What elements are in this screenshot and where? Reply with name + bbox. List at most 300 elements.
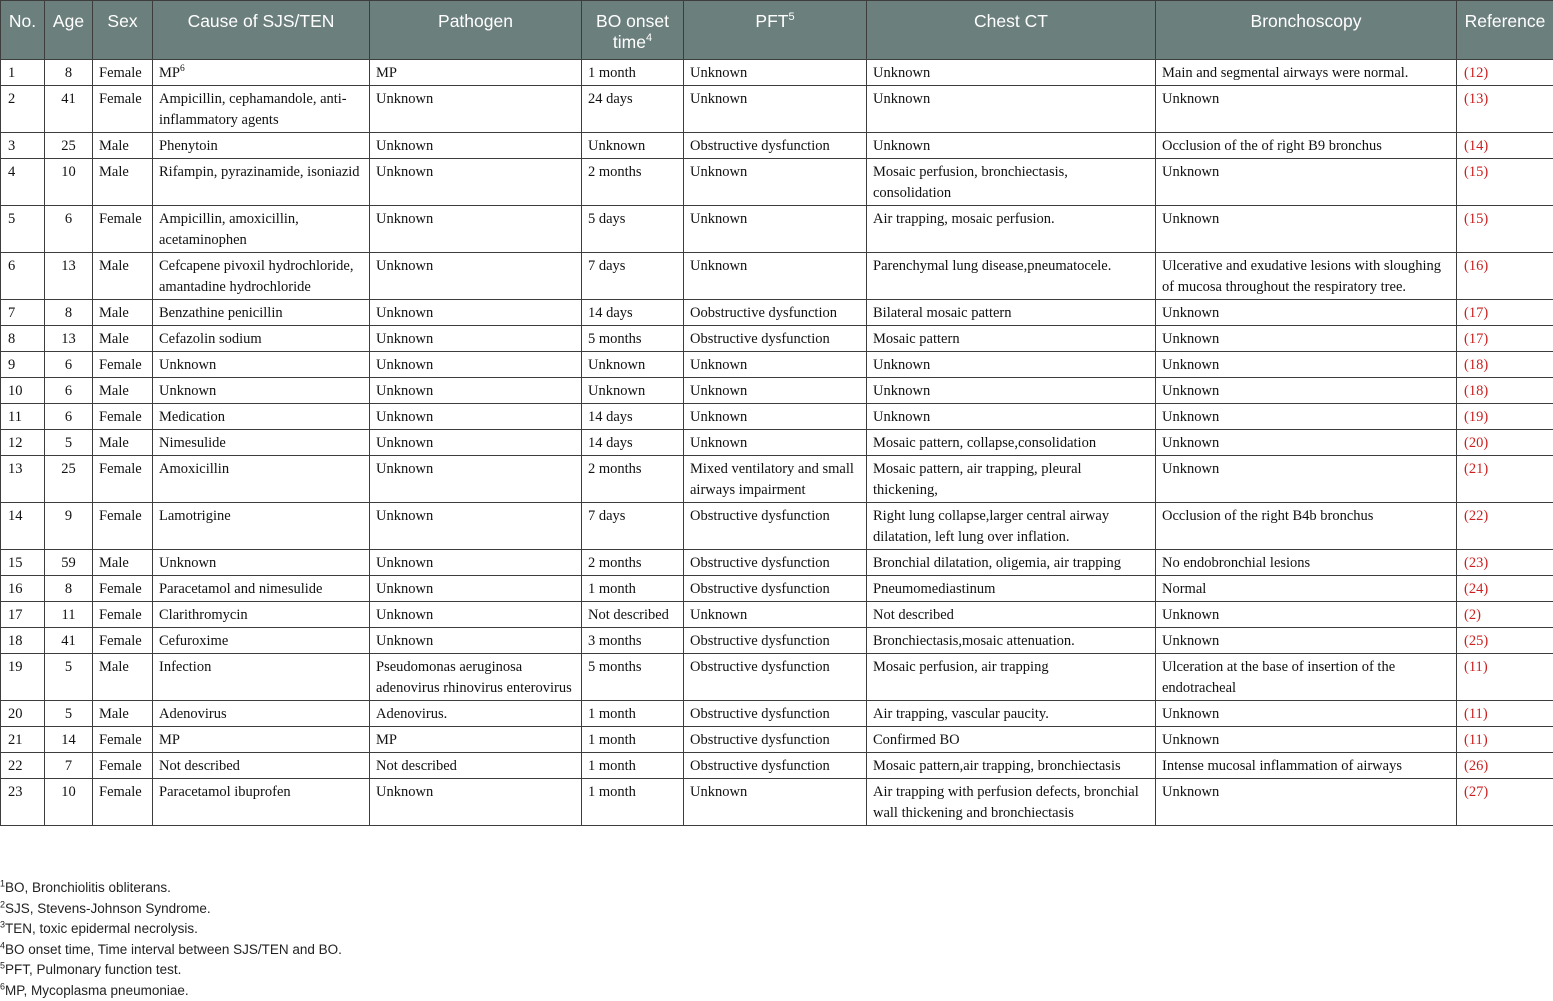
- cell-chest-ct: [867, 378, 1156, 404]
- reference-link[interactable]: 17: [1469, 331, 1484, 347]
- table-row: [1, 753, 1553, 779]
- cell-pft: [684, 404, 867, 430]
- cell-no-text: 11: [8, 409, 22, 425]
- reference-link[interactable]: 23: [1469, 555, 1484, 571]
- cell-pft-text: Unknown: [690, 91, 747, 107]
- cell-pathogen-text: MP: [376, 732, 397, 748]
- cell-onset-time-text: Unknown: [588, 383, 645, 399]
- cell-onset-time-text: 24 days: [588, 91, 633, 107]
- cell-sex: [93, 206, 153, 253]
- cell-pft: [684, 86, 867, 133]
- cell-bronchoscopy-text: Unknown: [1162, 357, 1219, 373]
- cell-pathogen-text: Unknown: [376, 138, 433, 154]
- cell-cause-text: Unknown: [159, 357, 216, 373]
- cell-bronchoscopy-text: Unknown: [1162, 409, 1219, 425]
- cell-pft: [684, 576, 867, 602]
- cell-onset-time: [582, 404, 684, 430]
- reference-link[interactable]: 11: [1469, 706, 1483, 722]
- cell-reference: (17): [1457, 300, 1553, 326]
- cell-pft-text: Unknown: [690, 164, 747, 180]
- cell-reference: (27): [1457, 779, 1553, 826]
- cell-pft: [684, 779, 867, 826]
- cell-pft: [684, 456, 867, 503]
- cell-chest-ct-text: Mosaic pattern, collapse,consolidation: [873, 435, 1096, 451]
- cell-pathogen-text: Unknown: [376, 435, 433, 451]
- cell-sex: [93, 159, 153, 206]
- cell-age: [45, 779, 93, 826]
- cell-sex-text: Female: [99, 357, 142, 373]
- cell-pft: [684, 753, 867, 779]
- cell-no-text: 23: [8, 784, 23, 800]
- cell-chest-ct: [867, 253, 1156, 300]
- cell-no-text: 1: [8, 65, 15, 81]
- cell-bronchoscopy: [1156, 701, 1457, 727]
- reference-link[interactable]: 14: [1469, 138, 1484, 154]
- reference-link[interactable]: 13: [1469, 91, 1484, 107]
- footnote-text: BO, Bronchiolitis obliterans.: [5, 880, 171, 895]
- cell-chest-ct: [867, 503, 1156, 550]
- header-cause: Cause of SJS/TEN: [153, 1, 370, 60]
- cell-pathogen: [370, 628, 582, 654]
- header-reference: Reference: [1457, 1, 1553, 60]
- cell-chest-ct: [867, 550, 1156, 576]
- cell-cause-text: Adenovirus: [159, 706, 227, 722]
- cell-chest-ct: [867, 326, 1156, 352]
- cell-pathogen: [370, 206, 582, 253]
- cell-reference: (15): [1457, 206, 1553, 253]
- cell-sex: [93, 503, 153, 550]
- cell-cause-text: Clarithromycin: [159, 607, 248, 623]
- cell-bronchoscopy-text: Unknown: [1162, 164, 1219, 180]
- cell-pft-text: Obstructive dysfunction: [690, 555, 830, 571]
- cell-age-text: 11: [62, 607, 76, 623]
- cell-sex-text: Female: [99, 633, 142, 649]
- cell-bronchoscopy: [1156, 576, 1457, 602]
- cell-cause-text: Lamotrigine: [159, 508, 231, 524]
- cell-age-text: 13: [61, 331, 76, 347]
- cell-no-text: 10: [8, 383, 23, 399]
- cell-age-text: 6: [65, 383, 72, 399]
- table-row: [1, 701, 1553, 727]
- cell-onset-time: [582, 133, 684, 159]
- cell-age-text: 10: [61, 164, 76, 180]
- cell-age: [45, 654, 93, 701]
- cell-onset-time: [582, 206, 684, 253]
- cell-sex-text: Female: [99, 508, 142, 524]
- footnote-number: 2: [0, 899, 5, 909]
- cell-no: [1, 628, 45, 654]
- cell-no-text: 5: [8, 211, 15, 227]
- cell-sex-text: Female: [99, 784, 142, 800]
- cell-onset-time: [582, 550, 684, 576]
- cell-pft-text: Mixed ventilatory and small airways impairment: [690, 461, 854, 498]
- cell-pft: [684, 654, 867, 701]
- cell-pathogen: [370, 654, 582, 701]
- cell-reference: (12): [1457, 60, 1553, 86]
- cell-no: [1, 576, 45, 602]
- cell-onset-time: [582, 779, 684, 826]
- cell-pft: [684, 727, 867, 753]
- cell-pathogen: [370, 602, 582, 628]
- footnote-text: TEN, toxic epidermal necrolysis.: [5, 921, 198, 936]
- table-row: [1, 352, 1553, 378]
- cell-no: [1, 206, 45, 253]
- cell-pathogen-text: Pseudomonas aeruginosa adenovirus rhinovirus enterovirus: [376, 659, 572, 696]
- cell-chest-ct: [867, 576, 1156, 602]
- cell-sex-text: Male: [99, 258, 129, 274]
- cell-onset-time-text: 14 days: [588, 409, 633, 425]
- cell-cause: [153, 456, 370, 503]
- cell-sex-text: Female: [99, 758, 142, 774]
- cell-pathogen-text: Unknown: [376, 607, 433, 623]
- table-row: [1, 326, 1553, 352]
- cell-bronchoscopy-text: Unknown: [1162, 461, 1219, 477]
- reference-link[interactable]: 15: [1469, 164, 1484, 180]
- cell-pft: [684, 503, 867, 550]
- table-row: [1, 779, 1553, 826]
- cell-no: [1, 404, 45, 430]
- cell-reference: (11): [1457, 727, 1553, 753]
- cell-no-text: 4: [8, 164, 15, 180]
- cell-pathogen: [370, 576, 582, 602]
- reference-link[interactable]: 11: [1469, 732, 1483, 748]
- cell-pft-text: Unknown: [690, 65, 747, 81]
- cell-no: [1, 430, 45, 456]
- cell-pft: [684, 300, 867, 326]
- cell-chest-ct: [867, 404, 1156, 430]
- cell-no-text: 19: [8, 659, 23, 675]
- cell-sex-text: Female: [99, 581, 142, 597]
- cell-bronchoscopy-text: Unknown: [1162, 211, 1219, 227]
- cell-pathogen-text: Unknown: [376, 357, 433, 373]
- cell-no: [1, 727, 45, 753]
- cell-chest-ct: [867, 602, 1156, 628]
- cell-onset-time: [582, 456, 684, 503]
- cell-pathogen-text: Unknown: [376, 164, 433, 180]
- cell-cause: [153, 159, 370, 206]
- cell-onset-time: [582, 430, 684, 456]
- cell-chest-ct-text: Mosaic pattern,air trapping, bronchiectasis: [873, 758, 1121, 774]
- cell-pathogen-text: Unknown: [376, 331, 433, 347]
- cell-pathogen: [370, 550, 582, 576]
- cell-no-text: 13: [8, 461, 23, 477]
- reference-link[interactable]: 27: [1469, 784, 1484, 800]
- cell-cause: [153, 326, 370, 352]
- cell-no: [1, 86, 45, 133]
- cell-bronchoscopy: [1156, 550, 1457, 576]
- cell-bronchoscopy-text: Normal: [1162, 581, 1206, 597]
- cell-no: [1, 378, 45, 404]
- table-row: [1, 86, 1553, 133]
- cell-onset-time: [582, 300, 684, 326]
- cell-chest-ct-text: Air trapping, mosaic perfusion.: [873, 211, 1055, 227]
- cell-chest-ct-text: Air trapping with perfusion defects, bronchial wall thickening and bronchiectasis: [873, 784, 1139, 821]
- cell-age-text: 5: [65, 659, 72, 675]
- cell-pft-text: Oobstructive dysfunction: [690, 305, 837, 321]
- footnote-text: SJS, Stevens-Johnson Syndrome.: [5, 901, 211, 916]
- header-onset-label: BO onset time: [596, 11, 669, 52]
- cell-pathogen-text: Not described: [376, 758, 457, 774]
- cell-pathogen: [370, 456, 582, 503]
- reference-link[interactable]: 11: [1469, 659, 1483, 675]
- reference-link[interactable]: 19: [1469, 409, 1484, 425]
- cell-onset-time: [582, 576, 684, 602]
- cell-age-text: 7: [65, 758, 72, 774]
- cell-cause: [153, 654, 370, 701]
- cell-age-text: 25: [61, 461, 76, 477]
- header-bronchoscopy: Bronchoscopy: [1156, 1, 1457, 60]
- cell-cause-text: Not described: [159, 758, 240, 774]
- cell-sex: [93, 133, 153, 159]
- cell-pft-text: Unknown: [690, 607, 747, 623]
- reference-link[interactable]: 26: [1469, 758, 1484, 774]
- cell-onset-time: [582, 727, 684, 753]
- cell-cause-text: Cefuroxime: [159, 633, 228, 649]
- cell-cause: [153, 550, 370, 576]
- cell-reference: (20): [1457, 430, 1553, 456]
- table-row: [1, 159, 1553, 206]
- cell-onset-time-text: 7 days: [588, 258, 625, 274]
- cell-sex-text: Male: [99, 659, 129, 675]
- cell-pft-text: Obstructive dysfunction: [690, 633, 830, 649]
- cell-sex-text: Male: [99, 331, 129, 347]
- cell-bronchoscopy: [1156, 456, 1457, 503]
- table-row: [1, 550, 1553, 576]
- cell-bronchoscopy: [1156, 753, 1457, 779]
- cell-pft-text: Obstructive dysfunction: [690, 331, 830, 347]
- cell-sex-text: Male: [99, 164, 129, 180]
- cell-reference: (18): [1457, 378, 1553, 404]
- table-row: [1, 654, 1553, 701]
- cell-no-text: 15: [8, 555, 23, 571]
- header-sex: Sex: [93, 1, 153, 60]
- cell-pft: [684, 430, 867, 456]
- cell-onset-time-text: 1 month: [588, 65, 636, 81]
- cell-pft-text: Obstructive dysfunction: [690, 758, 830, 774]
- cell-sex-text: Female: [99, 91, 142, 107]
- cell-bronchoscopy-text: Ulceration at the base of insertion of the endotracheal: [1162, 659, 1395, 696]
- cell-age-text: 59: [61, 555, 76, 571]
- cell-cause-text: Paracetamol ibuprofen: [159, 784, 291, 800]
- cell-pft: [684, 326, 867, 352]
- reference-link[interactable]: 20: [1469, 435, 1484, 451]
- reference-link[interactable]: 17: [1469, 305, 1484, 321]
- cell-chest-ct-text: Right lung collapse,larger central airway dilatation, left lung over inflation.: [873, 508, 1109, 545]
- cell-no: [1, 133, 45, 159]
- cell-reference: (21): [1457, 456, 1553, 503]
- cell-onset-time: [582, 753, 684, 779]
- cell-sex-text: Female: [99, 211, 142, 227]
- cell-cause-text: Paracetamol and nimesulide: [159, 581, 322, 597]
- cell-bronchoscopy-text: Unknown: [1162, 383, 1219, 399]
- table-row: [1, 576, 1553, 602]
- cell-onset-time: [582, 159, 684, 206]
- cell-bronchoscopy: [1156, 430, 1457, 456]
- header-age: Age: [45, 1, 93, 60]
- cell-onset-time-text: 2 months: [588, 555, 642, 571]
- cell-chest-ct: [867, 779, 1156, 826]
- cell-bronchoscopy-text: Unknown: [1162, 706, 1219, 722]
- cell-cause: [153, 300, 370, 326]
- cell-age: [45, 576, 93, 602]
- cell-onset-time-text: 5 days: [588, 211, 625, 227]
- cell-age-text: 6: [65, 357, 72, 373]
- cell-cause-text: Ampicillin, amoxicillin, acetaminophen: [159, 211, 299, 248]
- cell-bronchoscopy: [1156, 60, 1457, 86]
- reference-link[interactable]: 24: [1469, 581, 1484, 597]
- reference-link[interactable]: 21: [1469, 461, 1484, 477]
- cell-no-text: 6: [8, 258, 15, 274]
- cell-no: [1, 602, 45, 628]
- cell-age-text: 8: [65, 305, 72, 321]
- cell-pft: [684, 206, 867, 253]
- cell-bronchoscopy-text: Unknown: [1162, 305, 1219, 321]
- cell-cause: [153, 86, 370, 133]
- table-row: [1, 628, 1553, 654]
- cell-pathogen: [370, 352, 582, 378]
- cell-pathogen: [370, 86, 582, 133]
- cell-onset-time-text: 2 months: [588, 461, 642, 477]
- reference-link[interactable]: 16: [1469, 258, 1484, 274]
- cell-chest-ct: [867, 300, 1156, 326]
- cell-reference: (24): [1457, 576, 1553, 602]
- cell-bronchoscopy-text: Unknown: [1162, 732, 1219, 748]
- cell-pft-text: Unknown: [690, 784, 747, 800]
- cell-onset-time-text: Not described: [588, 607, 669, 623]
- footnote: [0, 940, 342, 961]
- cell-cause: [153, 206, 370, 253]
- cell-chest-ct: [867, 86, 1156, 133]
- cell-pathogen: [370, 326, 582, 352]
- footnote-text: MP, Mycoplasma pneumoniae.: [5, 983, 189, 998]
- footnote: [0, 960, 342, 981]
- reference-link[interactable]: 18: [1469, 383, 1484, 399]
- cell-no-text: 21: [8, 732, 23, 748]
- cell-no-text: 14: [8, 508, 23, 524]
- cell-onset-time-text: 3 months: [588, 633, 642, 649]
- cell-onset-time: [582, 326, 684, 352]
- cell-pathogen: [370, 159, 582, 206]
- cell-cause-text: Unknown: [159, 383, 216, 399]
- cell-age: [45, 456, 93, 503]
- cell-age: [45, 550, 93, 576]
- cell-pathogen: [370, 133, 582, 159]
- cell-age: [45, 206, 93, 253]
- cell-age: [45, 503, 93, 550]
- cell-pft: [684, 378, 867, 404]
- cell-bronchoscopy: [1156, 727, 1457, 753]
- cell-cause-text: Benzathine penicillin: [159, 305, 283, 321]
- cell-bronchoscopy: [1156, 779, 1457, 826]
- cell-bronchoscopy: [1156, 654, 1457, 701]
- cell-cause: [153, 133, 370, 159]
- cell-pathogen: [370, 404, 582, 430]
- reference-link[interactable]: 15: [1469, 211, 1484, 227]
- cell-onset-time-text: 1 month: [588, 758, 636, 774]
- cell-no-text: 2: [8, 91, 15, 107]
- cell-chest-ct: [867, 628, 1156, 654]
- cell-no-text: 12: [8, 435, 23, 451]
- cell-cause: [153, 753, 370, 779]
- cell-pft: [684, 60, 867, 86]
- cell-chest-ct-text: Unknown: [873, 91, 930, 107]
- cell-cause: [153, 430, 370, 456]
- reference-link[interactable]: 18: [1469, 357, 1484, 373]
- cell-sex-text: Male: [99, 305, 129, 321]
- cell-onset-time: [582, 378, 684, 404]
- cell-pathogen-text: Unknown: [376, 258, 433, 274]
- cell-no: [1, 503, 45, 550]
- cell-no: [1, 352, 45, 378]
- cell-cause-text: Rifampin, pyrazinamide, isoniazid: [159, 164, 360, 180]
- cell-age: [45, 253, 93, 300]
- cell-no: [1, 753, 45, 779]
- cell-sex: [93, 378, 153, 404]
- table-row: [1, 404, 1553, 430]
- cell-no-text: 16: [8, 581, 23, 597]
- cell-sex-text: Male: [99, 706, 129, 722]
- cell-onset-time: [582, 628, 684, 654]
- cell-onset-time-text: 1 month: [588, 784, 636, 800]
- footnote: [0, 919, 342, 940]
- cell-cause-text: Ampicillin, cephamandole, anti-inflammatory agents: [159, 91, 347, 128]
- cell-bronchoscopy: [1156, 628, 1457, 654]
- header-pathogen: Pathogen: [370, 1, 582, 60]
- footnote-number: 1: [0, 879, 5, 889]
- cell-pft-text: Unknown: [690, 435, 747, 451]
- cell-bronchoscopy: [1156, 326, 1457, 352]
- cell-sex: [93, 352, 153, 378]
- table-row: [1, 60, 1553, 86]
- cell-cause: [153, 253, 370, 300]
- cell-pathogen-text: Unknown: [376, 508, 433, 524]
- cell-onset-time: [582, 253, 684, 300]
- cell-sex: [93, 753, 153, 779]
- cell-no: [1, 701, 45, 727]
- cell-sex: [93, 602, 153, 628]
- reference-link[interactable]: 2: [1469, 607, 1476, 623]
- reference-link[interactable]: 25: [1469, 633, 1484, 649]
- cell-pft-text: Obstructive dysfunction: [690, 732, 830, 748]
- reference-link[interactable]: 22: [1469, 508, 1484, 524]
- cell-cause-text: Nimesulide: [159, 435, 226, 451]
- cell-onset-time-text: 5 months: [588, 331, 642, 347]
- cell-age-text: 9: [65, 508, 72, 524]
- cell-age: [45, 727, 93, 753]
- cell-onset-time: [582, 352, 684, 378]
- cell-no-text: 8: [8, 331, 15, 347]
- cell-age-text: 6: [65, 409, 72, 425]
- cell-pft: [684, 628, 867, 654]
- cell-pathogen-text: Unknown: [376, 581, 433, 597]
- header-chest-ct: Chest CT: [867, 1, 1156, 60]
- cell-no-text: 7: [8, 305, 15, 321]
- cell-bronchoscopy-text: Unknown: [1162, 435, 1219, 451]
- cell-chest-ct-text: Unknown: [873, 409, 930, 425]
- cell-chest-ct: [867, 60, 1156, 86]
- cell-pft: [684, 133, 867, 159]
- cell-bronchoscopy: [1156, 86, 1457, 133]
- cell-sex-text: Male: [99, 383, 129, 399]
- footnotes: [0, 878, 342, 1001]
- cell-age: [45, 300, 93, 326]
- cell-pathogen-text: Unknown: [376, 211, 433, 227]
- cell-sex: [93, 456, 153, 503]
- cell-bronchoscopy: [1156, 206, 1457, 253]
- cell-pft: [684, 602, 867, 628]
- reference-link[interactable]: 12: [1469, 65, 1484, 81]
- cell-chest-ct-text: Unknown: [873, 383, 930, 399]
